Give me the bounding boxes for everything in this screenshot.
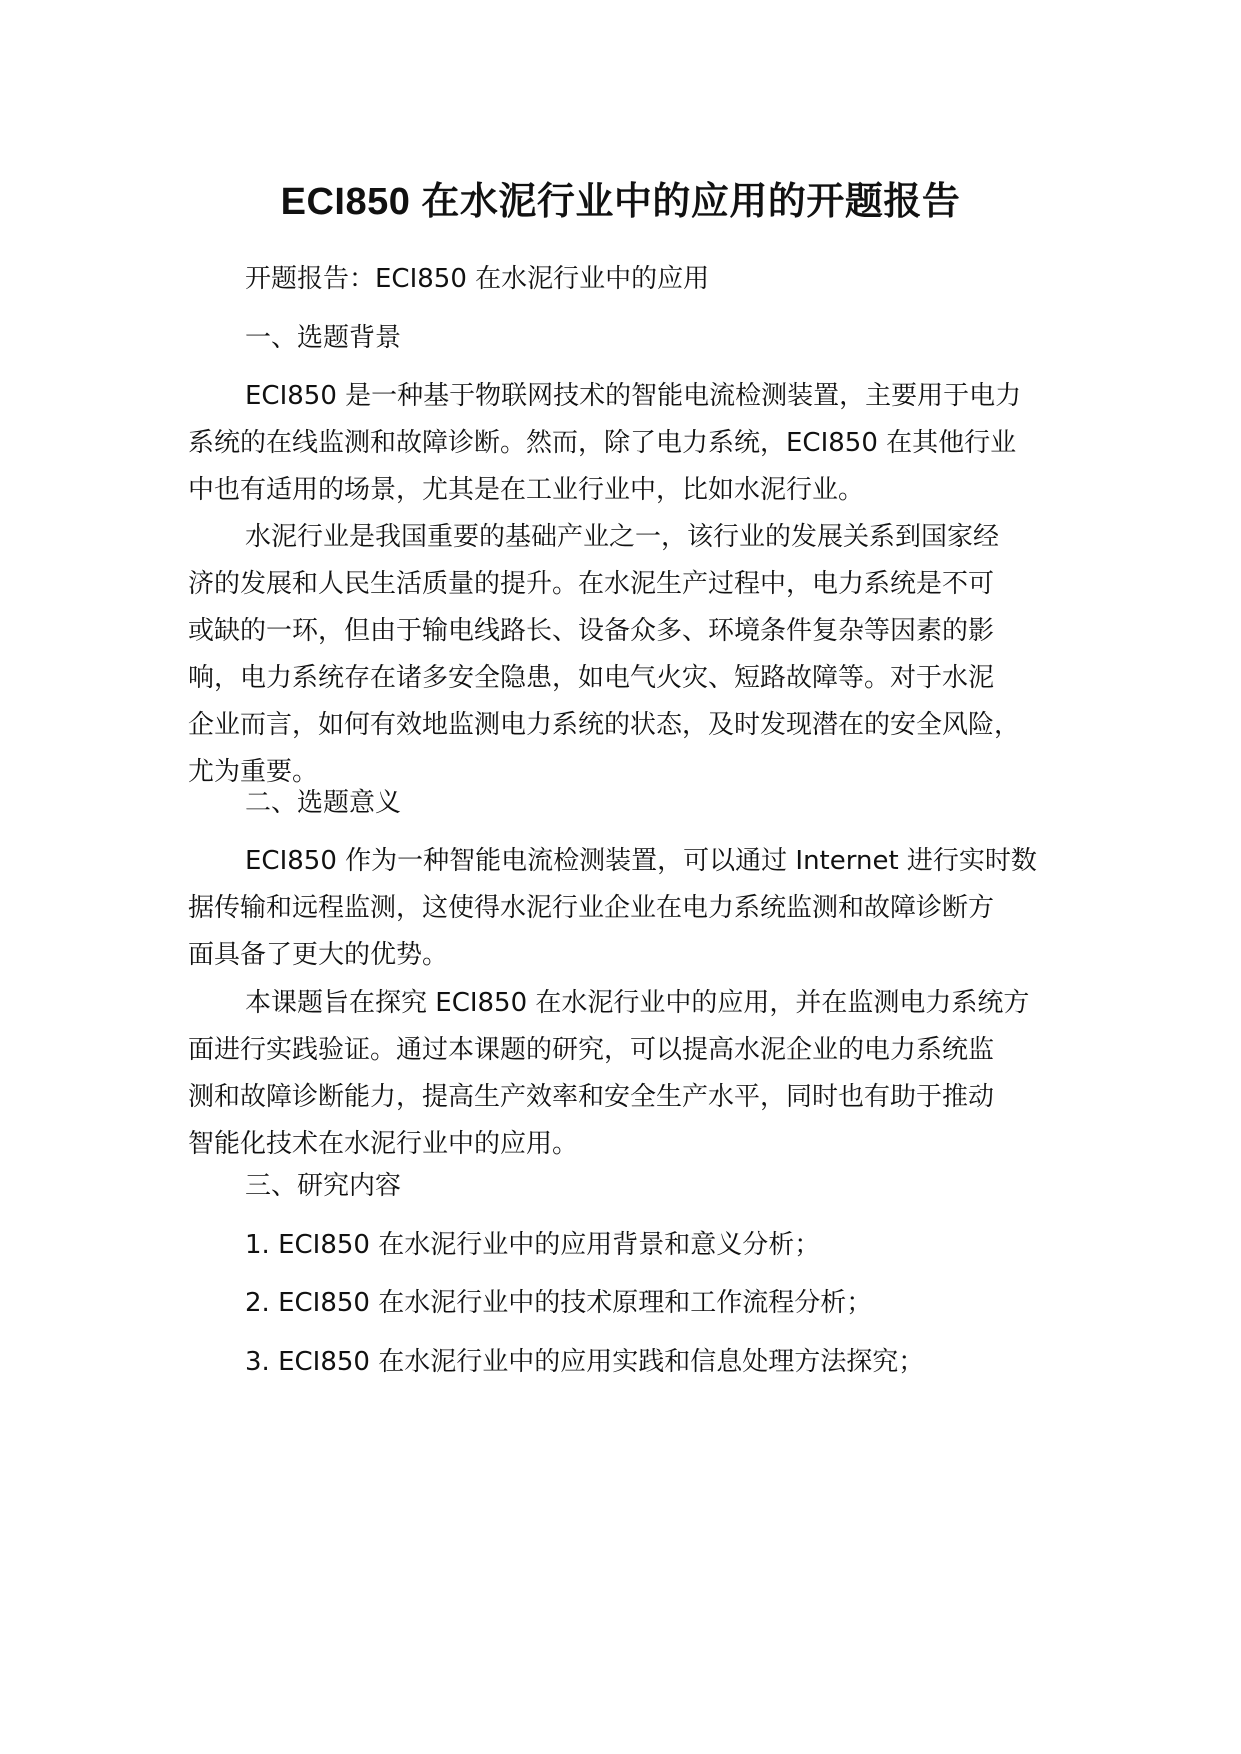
paragraph-background-1: [188, 373, 1078, 514]
paragraph-line: 面具备了更大的优势。: [188, 940, 449, 970]
paragraph-line: 响，电力系统存在诸多安全隐患，如电气火灾、短路故障等。对于水泥: [188, 663, 995, 693]
section-heading-research-content: 三、研究内容: [245, 1171, 402, 1201]
section-heading-significance: 二、选题意义: [245, 788, 402, 818]
paragraph-line: 水泥行业是我国重要的基础产业之一，该行业的发展关系到国家经: [245, 522, 1000, 552]
list-item: 1. ECI850 在水泥行业中的应用背景和意义分析；: [245, 1230, 821, 1260]
paragraph-line: 测和故障诊断能力，提高生产效率和安全生产水平，同时也有助于推动: [188, 1082, 995, 1112]
paragraph-significance-1: [188, 838, 1078, 979]
paragraph-line: 中也有适用的场景，尤其是在工业行业中，比如水泥行业。: [188, 475, 865, 505]
paragraph-line: 系统的在线监测和故障诊断。然而，除了电力系统，ECI850 在其他行业: [188, 428, 1017, 458]
document-title: ECI850 在水泥行业中的应用的开题报告: [280, 181, 961, 223]
paragraph-significance-2: [188, 980, 1078, 1168]
paragraph-line: 智能化技术在水泥行业中的应用。: [188, 1129, 579, 1159]
report-subtitle: 开题报告：ECI850 在水泥行业中的应用: [245, 264, 710, 294]
paragraph-line: 面进行实践验证。通过本课题的研究，可以提高水泥企业的电力系统监: [188, 1035, 995, 1065]
paragraph-line: ECI850 作为一种智能电流检测装置，可以通过 Internet 进行实时数: [245, 846, 1037, 876]
paragraph-line: 尤为重要。: [188, 757, 319, 787]
paragraph-line: 济的发展和人民生活质量的提升。在水泥生产过程中，电力系统是不可: [188, 569, 995, 599]
list-item: 2. ECI850 在水泥行业中的技术原理和工作流程分析；: [245, 1288, 873, 1318]
paragraph-line: ECI850 是一种基于物联网技术的智能电流检测装置，主要用于电力: [245, 381, 1022, 411]
paragraph-line: 或缺的一环，但由于输电线路长、设备众多、环境条件复杂等因素的影: [188, 616, 995, 646]
paragraph-line: 本课题旨在探究 ECI850 在水泥行业中的应用，并在监测电力系统方: [245, 988, 1030, 1018]
list-item: 3. ECI850 在水泥行业中的应用实践和信息处理方法探究；: [245, 1347, 925, 1377]
paragraph-line: 据传输和远程监测，这使得水泥行业企业在电力系统监测和故障诊断方: [188, 893, 995, 923]
paragraph-background-2: [188, 514, 1078, 796]
section-heading-background: 一、选题背景: [245, 323, 402, 353]
paragraph-line: 企业而言，如何有效地监测电力系统的状态，及时发现潜在的安全风险，: [188, 710, 1021, 740]
